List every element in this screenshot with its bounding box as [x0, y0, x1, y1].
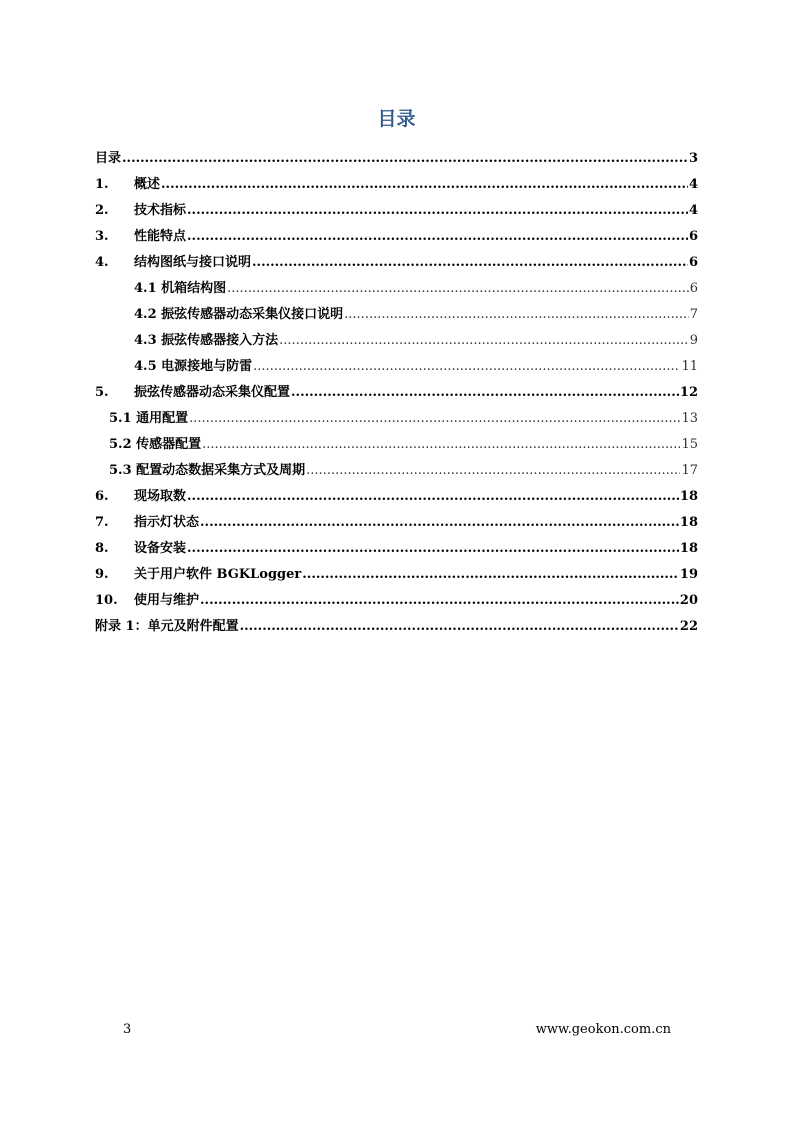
toc-entry-page: 19: [679, 567, 698, 582]
toc-entry-page: 13: [681, 411, 698, 426]
toc-entry-page: 11: [681, 359, 698, 374]
toc-entry-number: 2.: [95, 203, 109, 218]
toc-entry[interactable]: [95, 531, 698, 557]
toc-dot-leader: [187, 541, 679, 557]
toc-entry[interactable]: [95, 349, 698, 375]
toc-dot-leader: [227, 281, 689, 297]
toc-entry-page: 15: [681, 437, 698, 452]
toc-entry-page: 6: [688, 255, 698, 270]
toc-entry-number: 6.: [95, 489, 109, 504]
toc-entry[interactable]: [95, 453, 698, 479]
toc-dot-leader: [252, 255, 688, 271]
toc-dot-leader: [187, 203, 688, 219]
toc-dot-leader: [291, 385, 679, 401]
toc-entry[interactable]: [95, 557, 698, 583]
toc-entry-label: 现场取数: [134, 489, 187, 504]
toc-entry[interactable]: [95, 193, 698, 219]
toc-entry-number: 3.: [95, 229, 109, 244]
toc-entry-page: 12: [679, 385, 698, 400]
toc-entry[interactable]: [95, 427, 698, 453]
toc-dot-leader: [253, 359, 680, 375]
toc-entry-label: 技术指标: [134, 203, 187, 218]
toc-entry-label: 概述: [134, 177, 161, 192]
toc-entry-page: 22: [679, 619, 698, 634]
toc-entry-label: 性能特点: [134, 229, 187, 244]
page-title: 目录: [377, 108, 416, 130]
toc-entry[interactable]: [95, 141, 698, 167]
toc-entry-page: 4: [688, 177, 698, 192]
toc-dot-leader: [202, 437, 680, 453]
toc-dot-leader: [240, 619, 679, 635]
toc-entry-page: 17: [681, 463, 698, 478]
toc-entry-page: 20: [679, 593, 698, 608]
toc-entry-label: 目录: [95, 151, 122, 166]
toc-entry[interactable]: [95, 271, 698, 297]
toc-entry-label: 附录 1：单元及附件配置: [95, 619, 239, 634]
toc-dot-leader: [187, 489, 679, 505]
toc-dot-leader: [200, 515, 679, 531]
toc-entry[interactable]: [95, 375, 698, 401]
toc-entry-number: 8.: [95, 541, 109, 556]
toc-entry-page: 6: [689, 281, 698, 296]
toc-entry-number: 4.: [95, 255, 109, 270]
toc-entry[interactable]: [95, 297, 698, 323]
toc-entry[interactable]: [95, 245, 698, 271]
toc-dot-leader: [306, 463, 680, 479]
toc-entry-label: 5.1 通用配置: [109, 411, 189, 426]
toc-entry-page: 7: [689, 307, 698, 322]
toc-dot-leader: [122, 151, 688, 167]
toc-entry[interactable]: [95, 505, 698, 531]
toc-dot-leader: [161, 177, 688, 193]
toc-entry-page: 6: [688, 229, 698, 244]
toc-entry-number: 7.: [95, 515, 109, 530]
toc-entry[interactable]: [95, 219, 698, 245]
toc-entry-label: 5.3 配置动态数据采集方式及周期: [109, 463, 306, 478]
toc-dot-leader: [200, 593, 679, 609]
toc-entry-number: 10.: [95, 593, 118, 608]
toc-entry-label: 4.2 振弦传感器动态采集仪接口说明: [134, 307, 344, 322]
toc-entry-page: 4: [688, 203, 698, 218]
toc-entry-label: 振弦传感器动态采集仪配置: [134, 385, 291, 400]
toc-entry-page: 18: [679, 489, 698, 504]
toc-entry[interactable]: [95, 323, 698, 349]
toc-entry-page: 18: [679, 541, 698, 556]
footer-url[interactable]: www.geokon.com.cn: [535, 1022, 671, 1037]
toc-entry-label: 指示灯状态: [134, 515, 200, 530]
toc-dot-leader: [302, 567, 679, 583]
toc-dot-leader: [189, 411, 680, 427]
toc-entry-label: 4.1 机箱结构图: [134, 281, 227, 296]
toc-entry-page: 3: [688, 151, 698, 166]
toc-entry-label: 使用与维护: [134, 593, 200, 608]
toc-entry-label: 结构图纸与接口说明: [134, 255, 252, 270]
toc-entry-label: 4.5 电源接地与防雷: [134, 359, 253, 374]
toc-dot-leader: [344, 307, 689, 323]
toc-entry-page: 9: [689, 333, 698, 348]
footer-page-number: 3: [123, 1022, 132, 1037]
toc-dot-leader: [187, 229, 688, 245]
toc-dot-leader: [279, 333, 689, 349]
toc-entry-label: 4.3 振弦传感器接入方法: [134, 333, 279, 348]
toc-entry-number: 5.: [95, 385, 109, 400]
toc-entry[interactable]: [95, 609, 698, 635]
toc-entry[interactable]: [95, 401, 698, 427]
toc-entry[interactable]: [95, 167, 698, 193]
toc-entry-page: 18: [679, 515, 698, 530]
table-of-contents: [95, 141, 698, 635]
toc-entry-number: 1.: [95, 177, 109, 192]
toc-entry-number: 9.: [95, 567, 109, 582]
toc-entry-label: 5.2 传感器配置: [109, 437, 202, 452]
toc-entry[interactable]: [95, 479, 698, 505]
toc-entry[interactable]: [95, 583, 698, 609]
toc-entry-label: 关于用户软件 BGKLogger: [134, 567, 302, 582]
toc-entry-label: 设备安装: [134, 541, 187, 556]
